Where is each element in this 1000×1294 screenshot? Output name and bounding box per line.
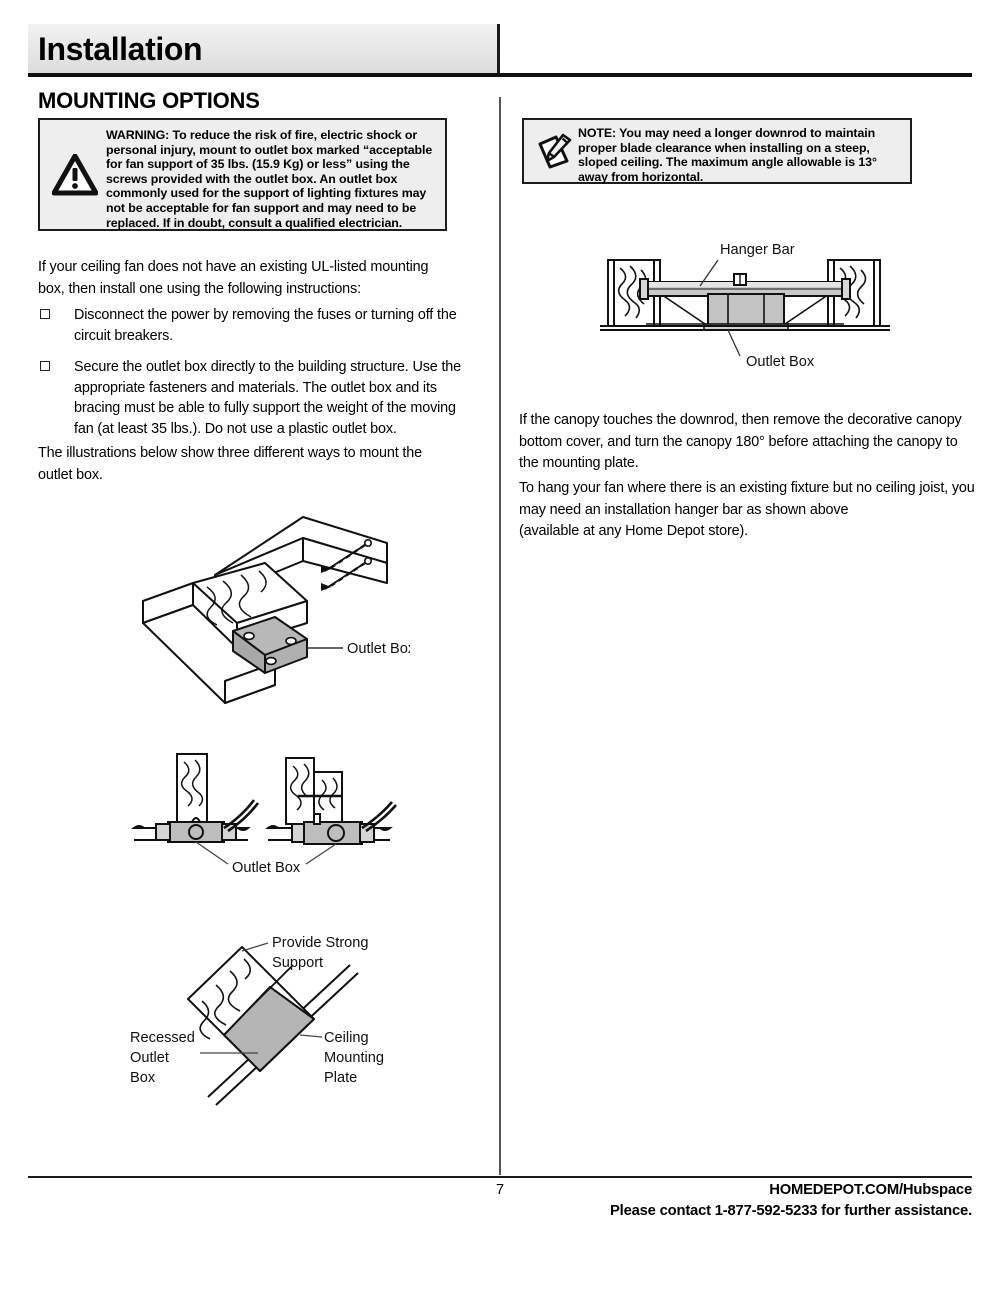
warning-lead: WARNING:: [106, 128, 170, 142]
figure-label-outlet-box: Outlet Box: [347, 641, 410, 657]
note-pen-icon: [528, 131, 578, 171]
canopy-paragraph: If the canopy touches the downrod, then remove the decorative canopy bottom cover, and turn the canopy 180° before attaching the canopy to the mounting plate.: [519, 412, 962, 471]
figure-recessed-outlet-box: [118, 925, 418, 1120]
figure-label-ceiling-mounting-plate-line2: Mounting: [324, 1050, 385, 1066]
footer-divider-rule: [28, 1176, 972, 1178]
column-divider: [499, 97, 501, 1175]
section-heading: MOUNTING OPTIONS: [38, 88, 260, 113]
header-divider-rule: [28, 73, 972, 77]
figure-label-recessed-outlet-box-line2: Outlet: [130, 1050, 169, 1066]
figure-two-outlet-boxes: [128, 748, 403, 883]
list-item: [38, 305, 468, 346]
footer-contact: Please contact 1-877-592-5233 for further assistance.: [610, 1203, 972, 1219]
note-body: You may need a longer downrod to maintain proper blade clearance when installing on a steep, sloped ceiling. The maximum angle allowable is 13° away from horizontal.: [578, 126, 877, 184]
figure-joist-outlet-box: [125, 505, 410, 725]
hanger-bar-paragraph: To hang your fan where there is an existing fixture but no ceiling joist, you may need an installation hanger bar as shown above: [519, 480, 975, 518]
note-callout-text: [578, 125, 903, 184]
figure-label-ceiling-mounting-plate-line3: Plate: [324, 1070, 358, 1086]
figure-label-recessed-outlet-box-line1: Recessed: [130, 1030, 195, 1046]
footer-website: HOMEDEPOT.COM/Hubspace: [769, 1182, 972, 1198]
figure-label-outlet-box: Outlet Box: [746, 354, 815, 370]
figure-label-hanger-bar: Hanger Bar: [720, 242, 795, 258]
list-item: [38, 357, 468, 439]
instruction-checklist: [38, 305, 468, 450]
warning-callout: [38, 118, 447, 231]
figure-label-ceiling-mounting-plate-line1: Ceiling: [324, 1030, 369, 1046]
availability-paragraph: (available at any Home Depot store).: [519, 523, 748, 539]
figure-label-provide-strong-support-line2: Support: [272, 955, 324, 971]
note-callout: [522, 118, 912, 184]
page-number: 7: [495, 1182, 505, 1198]
intro-paragraph: If your ceiling fan does not have an existing UL-listed mounting box, then install one using the following instructions:: [38, 259, 429, 297]
checkbox-icon[interactable]: [40, 309, 50, 319]
figure-label-provide-strong-support-line1: Provide Strong: [272, 935, 369, 951]
figure-hanger-bar: [600, 238, 890, 383]
note-lead: NOTE:: [578, 126, 617, 140]
warning-callout-text: [106, 126, 436, 230]
warning-body: To reduce the risk of fire, electric shock or personal injury, mount to outlet box marked “acceptable for fan support of 35 lbs. (15.9 Kg) or less” using the screws provided with the outlet box. An outlet box commonly used for the support of lighting fixtures may not be acceptable for fan support and may need to be replaced. If in doubt, consult a qualified electrician.: [106, 128, 433, 230]
closing-paragraph: The illustrations below show three different ways to mount the outlet box.: [38, 445, 422, 483]
page-title: Installation: [38, 31, 203, 67]
checkbox-icon[interactable]: [40, 361, 50, 371]
warning-triangle-icon: [44, 154, 106, 196]
list-item-label: Secure the outlet box directly to the building structure. Use the appropriate fasteners and materials. The outlet box and its bracing must be able to fully support the weight of the moving fan (at least 35 lbs.). Do not use a plastic outlet box.: [74, 359, 462, 437]
list-item-label: Disconnect the power by removing the fuses or turning off the circuit breakers.: [74, 307, 457, 344]
figure-label-recessed-outlet-box-line3: Box: [130, 1070, 156, 1086]
figure-label-outlet-box: Outlet Box: [232, 860, 301, 876]
